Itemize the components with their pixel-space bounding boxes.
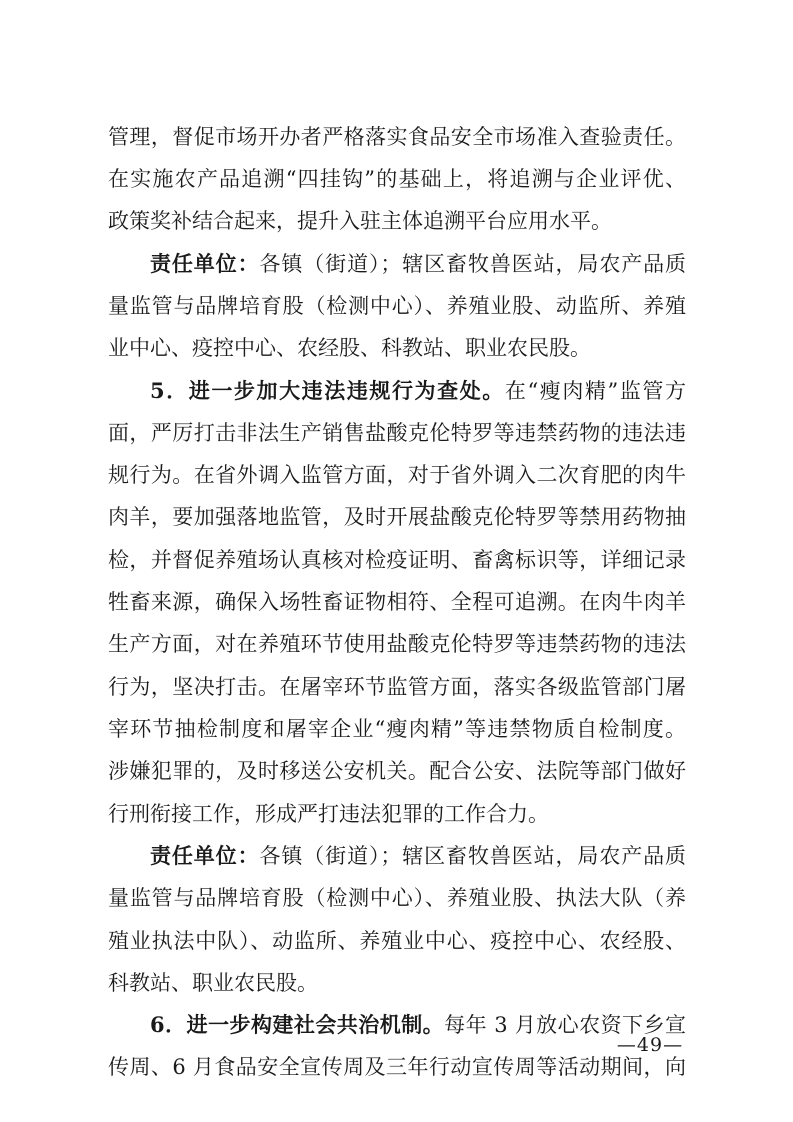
responsibility-line: 责任单位：各镇（街道）；辖区畜牧兽医站，局农产品质 (150, 251, 687, 276)
body-text-line: 检，并督促养殖场认真核对检疫证明、畜禽标识等，详细记录 (108, 548, 686, 572)
responsibility-line: 责任单位：各镇（街道）；辖区畜牧兽医站，局农产品质 (150, 843, 687, 868)
body-text-line: 传周、6 月食品安全宣传周及三年行动宣传周等活动期间，向 (108, 1055, 686, 1079)
body-text-line: 宰环节抽检制度和屠宰企业“瘦肉精”等违禁物质自检制度。 (108, 717, 686, 741)
body-text-line: 殖业执法中队）、动监所、养殖业中心、疫控中心、农经股、 (108, 929, 686, 953)
body-text-line: 科教站、职业农民股。 (108, 971, 318, 995)
body-text-line: 量监管与品牌培育股（检测中心）、养殖业股、动监所、养殖 (108, 294, 686, 318)
section-heading: 5．进一步加大违法违规行为查处。 (150, 378, 505, 403)
body-text-line: 业中心、疫控中心、农经股、科教站、职业农民股。 (108, 336, 591, 360)
section-heading-line: 6．进一步构建社会共治机制。每年 3 月放心农资下乡宣 (150, 1012, 686, 1037)
body-text-line: 牲畜来源，确保入场牲畜证物相符、全程可追溯。在肉牛肉羊 (108, 590, 686, 614)
body-text-line: 量监管与品牌培育股（检测中心）、养殖业股、执法大队（养 (108, 886, 686, 910)
responsibility-label: 责任单位： (150, 843, 260, 868)
body-text-line: 涉嫌犯罪的，及时移送公安机关。配合公安、法院等部门做好 (108, 759, 686, 783)
body-text-line: 面，严厉打击非法生产销售盐酸克伦特罗等违禁药物的违法违 (108, 421, 686, 445)
body-text-line: 生产方面，对在养殖环节使用盐酸克伦特罗等违禁药物的违法 (108, 632, 686, 656)
body-text-line: 规行为。在省外调入监管方面，对于省外调入二次育肥的肉牛 (108, 463, 686, 487)
page-number: —49— (616, 1034, 684, 1056)
responsibility-label: 责任单位： (150, 251, 260, 276)
body-text-line: 行刑衔接工作，形成严打违法犯罪的工作合力。 (108, 802, 549, 826)
section-heading: 6．进一步构建社会共治机制。 (150, 1012, 445, 1037)
body-text-line: 政策奖补结合起来，提升入驻主体追溯平台应用水平。 (108, 209, 612, 233)
section-heading-line: 5．进一步加大违法违规行为查处。在“瘦肉精”监管方 (150, 378, 686, 403)
body-text-line: 肉羊，要加强落地监管，及时开展盐酸克伦特罗等禁用药物抽 (108, 505, 686, 529)
body-text-line: 行为，坚决打击。在屠宰环节监管方面，落实各级监管部门屠 (108, 675, 686, 699)
body-text-line: 在实施农产品追溯“四挂钩”的基础上，将追溯与企业评优、 (108, 167, 686, 191)
body-text-line: 管理，督促市场开办者严格落实食品安全市场准入查验责任。 (108, 125, 686, 149)
